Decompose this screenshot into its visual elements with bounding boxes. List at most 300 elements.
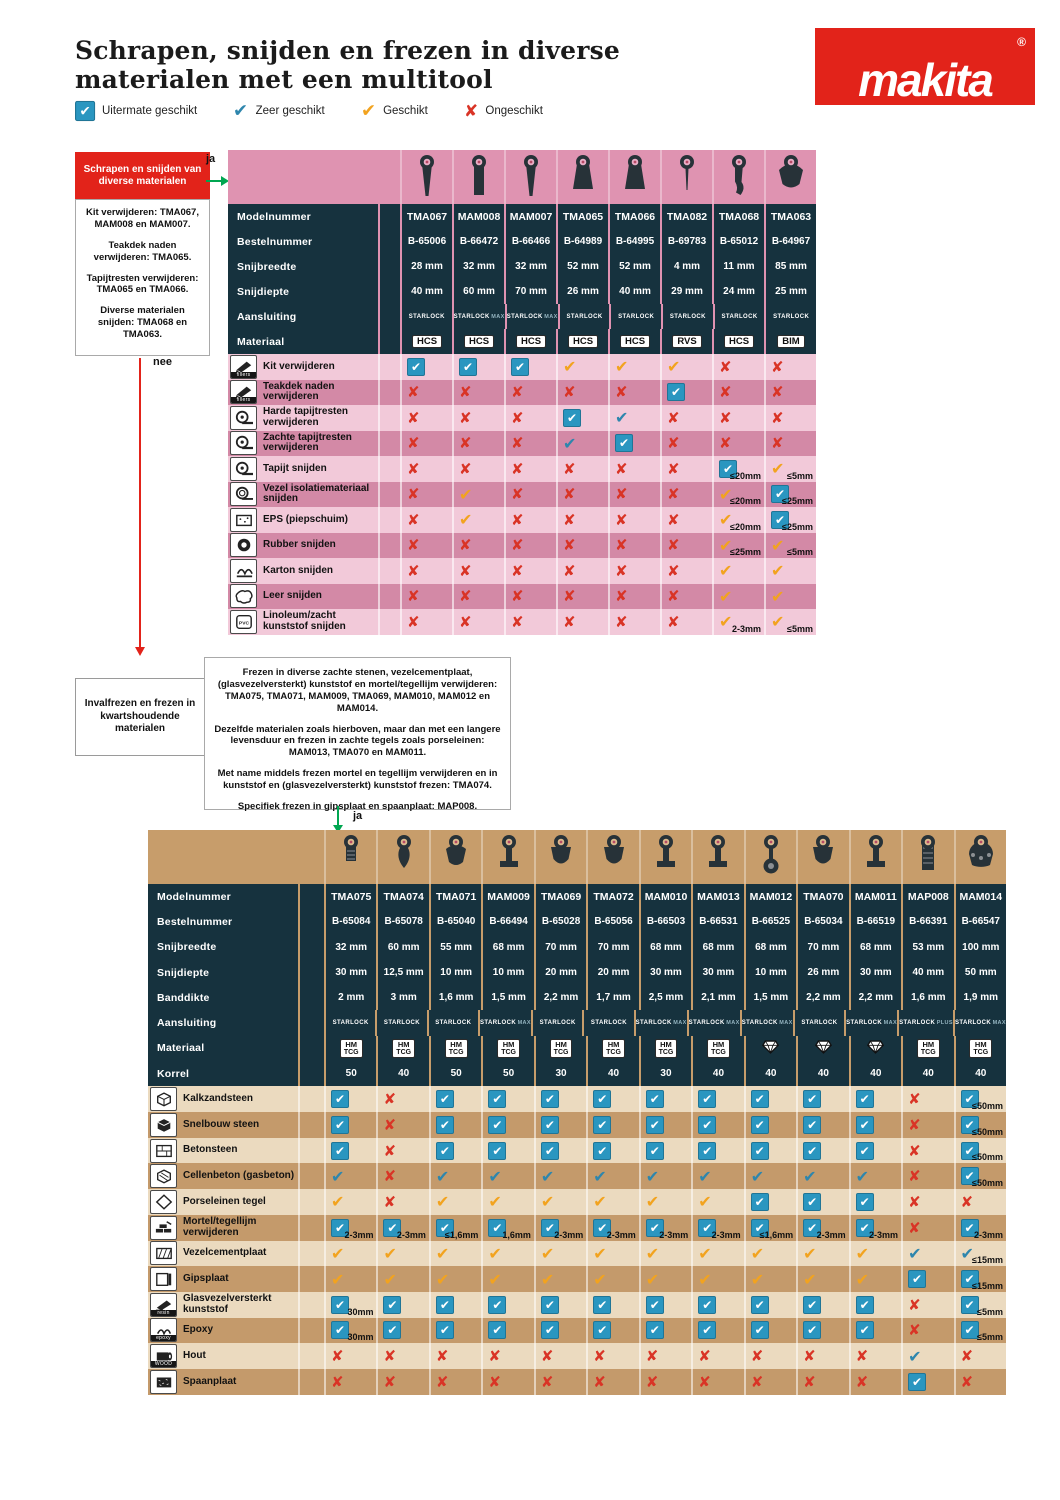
cell-limit-note: 2-3mm: [396, 1229, 426, 1240]
spec-value-depth: 40 mm: [400, 279, 452, 304]
spec-value-order: B-65028: [534, 909, 586, 934]
flow1-note-box: [75, 199, 210, 356]
starlock-suffix: MAX: [489, 313, 505, 320]
spec-label: Bestelnummer: [148, 909, 298, 934]
body-spacer: [378, 456, 400, 482]
spec-value-model: MAP008: [901, 884, 953, 909]
spec-value-material: [400, 329, 452, 354]
material-badge: HCS: [724, 335, 754, 349]
spec-value-band: 1,7 mm: [586, 985, 638, 1010]
suitability-cell-MAM014: [954, 1215, 1006, 1241]
blade-icon-TMA072: [586, 830, 638, 884]
geschikt-check-icon: ✔: [435, 1269, 450, 1289]
zeer-check-icon: ✔: [803, 1166, 817, 1186]
suitability-cell-MAM014: [954, 1112, 1006, 1138]
ongeschikt-cross-icon: ✘: [855, 1372, 869, 1391]
suitability-cell-MAM008: [452, 405, 504, 431]
mortar-icon: [150, 1216, 177, 1240]
suitability-cell-MAM013: [691, 1369, 743, 1395]
starlock-badge: STARLOCK: [618, 313, 655, 320]
geschikt-check-icon: ✔: [750, 1269, 765, 1289]
starlock-badge: STARLOCK MAX: [479, 1020, 531, 1027]
icon-caption: fillers: [231, 397, 256, 403]
ongeschikt-cross-icon: ✘: [771, 357, 784, 376]
suitability-cell-MAM010: [639, 1292, 691, 1318]
spec-label: Bestelnummer: [228, 229, 378, 254]
spec-value-width: 70 mm: [586, 935, 638, 960]
spec-value-mount: [793, 1010, 844, 1035]
geschikt-check-icon: ✔: [667, 357, 681, 377]
suitability-cell-TMA069: [534, 1241, 586, 1267]
uitermate-check-icon: ✔: [593, 1090, 611, 1108]
spec-spacer: [378, 304, 400, 329]
spec-row-depth: [148, 960, 1006, 985]
carpet-roll-icon: [230, 431, 257, 455]
geschikt-check-icon: ✔: [771, 612, 785, 632]
suitability-cell-TMA066: [608, 354, 660, 380]
spec-value-band: 3 mm: [376, 985, 428, 1010]
starlock-badge: STARLOCK: [408, 313, 445, 320]
ongeschikt-cross-icon: ✘: [667, 612, 680, 631]
ongeschikt-cross-icon: ✘: [459, 434, 472, 453]
icon-caption: WOOD: [151, 1361, 176, 1367]
application-row: [228, 405, 816, 431]
suitability-cell-TMA068: [712, 354, 764, 380]
suitability-cell-TMA068: [712, 431, 764, 457]
geschikt-check-icon: ✔: [719, 510, 733, 530]
spec-value-model: TMA072: [586, 884, 638, 909]
suitability-cell-TMA069: [534, 1292, 586, 1318]
application-row: [148, 1189, 1006, 1215]
starlock-badge: STARLOCK: [590, 1020, 628, 1027]
ongeschikt-cross-icon: ✘: [667, 536, 680, 555]
suitability-cell-MAM007: [504, 558, 556, 584]
geschikt-check-icon: ✔: [435, 1243, 450, 1263]
uitermate-check-icon: ✔: [751, 1116, 769, 1134]
suitability-cell-TMA068: [712, 584, 764, 610]
geschikt-check-icon: ✔: [540, 1269, 555, 1289]
spec-value-grit: 50: [429, 1061, 481, 1086]
spec-value-depth: 60 mm: [452, 279, 504, 304]
geschikt-check-icon: ✔: [855, 1269, 870, 1289]
spec-value-grit: 50: [324, 1061, 376, 1086]
suitability-cell-TMA082: [660, 533, 712, 559]
cell-limit-note: ≤1,6mm: [759, 1229, 794, 1240]
makita-wordmark: makita: [858, 54, 992, 106]
starlock-suffix: PLUS: [935, 1020, 953, 1027]
blade-icon-MAM011: [849, 830, 901, 884]
tire-icon: [230, 533, 257, 557]
epoxy-icon: [150, 1318, 177, 1342]
suitability-cell-TMA071: [429, 1343, 481, 1369]
uitermate-check-icon: ✔: [751, 1142, 769, 1160]
spec-value-band: 1,9 mm: [954, 985, 1006, 1010]
blade-icon-TMA074: [376, 830, 428, 884]
suitability-cell-TMA075: [324, 1215, 376, 1241]
suitability-cell-TMA071: [429, 1086, 481, 1112]
suitability-cell-MAM008: [452, 456, 504, 482]
cardboard-icon: [230, 559, 257, 583]
geschikt-check-icon: ✔: [719, 612, 733, 632]
spec-value-material: [534, 1036, 586, 1061]
cell-limit-note: ≤5mm: [787, 623, 813, 634]
application-label: Cellenbeton (gasbeton): [183, 1170, 295, 1182]
suitability-cell-TMA066: [608, 584, 660, 610]
icon-row-spacer: [378, 150, 400, 204]
uitermate-check-icon: ✔: [593, 1296, 611, 1314]
suitability-cell-TMA075: [324, 1343, 376, 1369]
application-row: [228, 558, 816, 584]
application-row: [228, 507, 816, 533]
geschikt-check-icon: ✔: [383, 1269, 397, 1289]
uitermate-check-icon: ✔: [698, 1142, 716, 1160]
uitermate-check-icon: ✔: [698, 1116, 716, 1134]
spec-value-model: MAM009: [481, 884, 533, 909]
spec-spacer: [298, 884, 324, 909]
spec-value-order: B-65078: [376, 909, 428, 934]
suitability-cell-MAM011: [849, 1241, 901, 1267]
suitability-cell-TMA066: [608, 405, 660, 431]
suitability-cell-MAM008: [452, 558, 504, 584]
material-badge: HCS: [620, 335, 650, 349]
geschikt-check-icon: ✔: [331, 1269, 345, 1289]
suitability-cell-MAM013: [691, 1318, 743, 1344]
ongeschikt-cross-icon: ✘: [511, 510, 524, 529]
suitability-cell-TMA082: [660, 507, 712, 533]
spec-value-material: [452, 329, 504, 354]
ongeschikt-cross-icon: ✘: [803, 1372, 816, 1391]
ongeschikt-cross-icon: ✘: [563, 561, 576, 580]
application-label: Teakdek naden verwijderen: [263, 380, 335, 403]
suitability-cell-TMA071: [429, 1215, 481, 1241]
suitability-cell-TMA072: [586, 1292, 638, 1318]
application-row: [148, 1086, 1006, 1112]
suitability-cell-TMA063: [764, 354, 816, 380]
spec-value-grit: 30: [639, 1061, 691, 1086]
drywall-icon: [150, 1267, 177, 1291]
suitability-cell-MAM007: [504, 431, 556, 457]
uitermate-check-icon: ✔: [331, 1090, 349, 1108]
starlock-badge: STARLOCK: [669, 313, 706, 320]
application-label-cell: [228, 533, 378, 559]
spec-value-width: 32 mm: [324, 935, 376, 960]
uitermate-check-icon: ✔: [771, 485, 789, 503]
spec-value-mount: [505, 304, 558, 329]
suitability-cell-TMA074: [376, 1318, 428, 1344]
spec-value-band: 1,6 mm: [901, 985, 953, 1010]
chipboard-icon: [150, 1370, 177, 1394]
cell-limit-note: ≤20mm: [730, 470, 761, 481]
geschikt-check-icon: ✔: [593, 1192, 607, 1212]
spec-spacer: [298, 985, 324, 1010]
suitability-cell-TMA075: [324, 1189, 376, 1215]
starlock-suffix: MAX: [516, 1020, 531, 1027]
spec-value-mount: [427, 1010, 478, 1035]
spec-value-width: 70 mm: [796, 935, 848, 960]
spec-value-depth: 40 mm: [608, 279, 660, 304]
spec-label: Snijdiepte: [148, 960, 298, 985]
ongeschikt-cross-icon: ✘: [615, 612, 628, 631]
suitability-cell-TMA065: [556, 380, 608, 406]
suitability-cell-TMA074: [376, 1138, 428, 1164]
blade-icon-TMA068: [712, 150, 764, 204]
geschikt-check-icon: ✔: [719, 484, 733, 504]
flow1-nee-arrow-icon: [139, 358, 141, 648]
spec-row-grit: [148, 1061, 1006, 1086]
suitability-cell-TMA082: [660, 558, 712, 584]
suitability-cell-TMA066: [608, 609, 660, 635]
ongeschikt-cross-icon: ✘: [383, 1090, 397, 1109]
ongeschikt-cross-icon: ✘: [511, 612, 524, 631]
application-label-cell: [228, 558, 378, 584]
suitability-cell-MAP008: [901, 1266, 953, 1292]
suitability-cell-MAM009: [481, 1241, 533, 1267]
spec-value-band: 2,2 mm: [534, 985, 586, 1010]
suitability-cell-MAM010: [639, 1163, 691, 1189]
spec-value-mount: [452, 304, 505, 329]
ongeschikt-cross-icon: ✘: [908, 1167, 921, 1186]
application-label: Epoxy: [183, 1324, 214, 1336]
suitability-cell-TMA082: [660, 482, 712, 508]
uitermate-check-icon: ✔: [436, 1321, 454, 1339]
application-row: [228, 431, 816, 457]
spec-value-grit: 40: [796, 1061, 848, 1086]
suitability-cell-TMA066: [608, 533, 660, 559]
suitability-cell-TMA069: [534, 1369, 586, 1395]
uitermate-check-icon: ✔: [646, 1321, 664, 1339]
geschikt-check-icon: ✔: [331, 1243, 345, 1263]
starlock-badge: STARLOCK PLUS: [899, 1020, 953, 1027]
uitermate-check-icon: ✔: [698, 1090, 716, 1108]
ongeschikt-cross-icon: ✘: [908, 1115, 921, 1134]
zeer-check-icon: ✔: [435, 1166, 450, 1186]
spec-value-order: B-66472: [452, 229, 504, 254]
ongeschikt-cross-icon: ✘: [407, 510, 420, 529]
legend-label: Zeer geschikt: [255, 104, 325, 117]
suitability-cell-TMA069: [534, 1189, 586, 1215]
suitability-cell-TMA063: [764, 456, 816, 482]
spec-value-model: TMA075: [324, 884, 376, 909]
suitability-legend: [75, 101, 543, 120]
suitability-cell-MAM014: [954, 1292, 1006, 1318]
spec-spacer: [378, 204, 400, 229]
material-badge: HM TCG: [602, 1039, 625, 1058]
cell-limit-note: 2-3mm: [659, 1229, 689, 1240]
zeer-check-icon: ✔: [593, 1166, 607, 1186]
spec-value-material: [712, 329, 764, 354]
application-label-cell: [148, 1189, 298, 1215]
starlock-badge: STARLOCK MAX: [688, 1020, 740, 1027]
spec-value-depth: 26 mm: [796, 960, 848, 985]
uitermate-check-icon: ✔: [541, 1321, 559, 1339]
suitability-cell-TMA074: [376, 1163, 428, 1189]
suitability-cell-MAM012: [744, 1086, 796, 1112]
cell-limit-note: ≤50mm: [972, 1152, 1003, 1163]
spec-value-grit: 40: [744, 1061, 796, 1086]
scraper-icon: [230, 380, 257, 404]
material-badge: HCS: [568, 335, 598, 349]
spec-value-band: 1,5 mm: [744, 985, 796, 1010]
ongeschikt-cross-icon: ✘: [667, 561, 680, 580]
flow1-decision-box: Schrapen en snijden van diverse materialen: [75, 152, 210, 199]
spec-value-material: [796, 1036, 848, 1061]
geschikt-check-icon: ✔: [488, 1243, 502, 1263]
suitability-cell-MAM007: [504, 354, 556, 380]
fiber-cement-icon: [150, 1241, 177, 1265]
spec-value-order: B-65012: [712, 229, 764, 254]
spec-value-mount: [324, 1010, 375, 1035]
ongeschikt-cross-icon: ✘: [511, 434, 524, 453]
suitability-cell-TMA075: [324, 1163, 376, 1189]
spec-value-material: [504, 329, 556, 354]
blade-icon-MAM010: [639, 830, 691, 884]
cell-limit-note: ≤1,6mm: [444, 1229, 479, 1240]
ongeschikt-cross-icon: ✘: [435, 1347, 449, 1366]
suitability-cell-MAM009: [481, 1112, 533, 1138]
ongeschikt-cross-icon: ✘: [563, 587, 576, 606]
spec-value-grit: 30: [534, 1061, 586, 1086]
uitermate-check-icon: ✔: [856, 1193, 874, 1211]
geschikt-check-icon: ✔: [645, 1243, 660, 1263]
ongeschikt-cross-icon: ✘: [407, 587, 420, 606]
suitability-cell-TMA075: [324, 1112, 376, 1138]
uitermate-check-icon: ✔: [331, 1142, 349, 1160]
zeer-check-icon: ✔: [563, 433, 577, 453]
spec-value-width: 68 mm: [481, 935, 533, 960]
flow2-note: Specifiek frezen in gipsplaat en spaanplaat: MAP008.: [237, 800, 478, 812]
spec-value-grit: 40: [901, 1061, 953, 1086]
ongeschikt-cross-icon: ✘: [615, 587, 628, 606]
suitability-cell-TMA066: [608, 456, 660, 482]
uitermate-check-icon: ✔: [331, 1296, 349, 1314]
suitability-cell-MAM008: [452, 584, 504, 610]
spec-value-model: TMA065: [556, 204, 608, 229]
suitability-cell-MAM012: [744, 1266, 796, 1292]
suitability-cell-TMA063: [764, 405, 816, 431]
spec-value-order: B-64967: [764, 229, 816, 254]
suitability-cell-TMA063: [764, 482, 816, 508]
suitability-cell-MAM007: [504, 533, 556, 559]
suitability-cell-TMA072: [586, 1343, 638, 1369]
registered-trademark-icon: ®: [1017, 35, 1026, 49]
icon-caption: resin: [151, 1310, 176, 1316]
legend-label: Geschikt: [383, 104, 428, 117]
material-badge: HM TCG: [445, 1039, 468, 1058]
spec-value-model: MAM007: [504, 204, 556, 229]
spec-value-mount: [531, 1010, 582, 1035]
suitability-cell-TMA071: [429, 1292, 481, 1318]
uitermate-check-icon: ✔: [593, 1321, 611, 1339]
geschikt-check-icon: ✔: [803, 1243, 817, 1263]
material-badge: HM TCG: [340, 1039, 363, 1058]
spec-value-mount: [953, 1010, 1006, 1035]
body-spacer: [298, 1112, 324, 1138]
suitability-cell-MAM011: [849, 1189, 901, 1215]
spec-value-order: B-65040: [429, 909, 481, 934]
body-spacer: [298, 1343, 324, 1369]
zeer-check-icon: ✔: [233, 99, 249, 122]
spec-label: Materiaal: [148, 1036, 298, 1061]
suitability-cell-TMA072: [586, 1163, 638, 1189]
uitermate-check-icon: ✔: [646, 1142, 664, 1160]
carpet-roll-icon: [230, 457, 257, 481]
milling-table: [148, 830, 1006, 1395]
suitability-cell-MAP008: [901, 1292, 953, 1318]
spec-value-model: TMA082: [660, 204, 712, 229]
zeer-check-icon: ✔: [488, 1166, 502, 1186]
spec-label: Aansluiting: [228, 304, 378, 329]
ongeschikt-cross-icon: ✘: [771, 408, 784, 427]
ongeschikt-cross-icon: ✘: [615, 383, 628, 402]
suitability-cell-TMA066: [608, 558, 660, 584]
ongeschikt-cross-icon: ✘: [563, 383, 576, 402]
suitability-cell-TMA070: [796, 1112, 848, 1138]
cell-limit-note: ≤15mm: [972, 1255, 1003, 1266]
spec-value-width: 100 mm: [954, 935, 1006, 960]
suitability-cell-MAM014: [954, 1318, 1006, 1344]
suitability-cell-TMA072: [586, 1215, 638, 1241]
cell-limit-note: ≤5mm: [787, 470, 813, 481]
suitability-cell-MAM010: [639, 1318, 691, 1344]
suitability-cell-MAM011: [849, 1292, 901, 1318]
uitermate-check-icon: ✔: [459, 358, 477, 376]
suitability-cell-MAM008: [452, 609, 504, 635]
flow2-note: Dezelfde materialen zoals hierboven, maar dan met een langere levensduur en frezen in zachte tegels zoals porseleinen: MAM013, TMA070 en MAM011.: [214, 723, 501, 759]
application-label-cell: [228, 609, 378, 635]
application-label-cell: [148, 1138, 298, 1164]
spec-value-width: 55 mm: [429, 935, 481, 960]
spec-value-mount: [661, 304, 713, 329]
starlock-suffix: MAX: [882, 1020, 898, 1027]
icon-caption: fillers: [231, 372, 256, 378]
spec-value-mount: [740, 1010, 793, 1035]
suitability-cell-MAM012: [744, 1369, 796, 1395]
application-label: Porseleinen tegel: [183, 1195, 266, 1207]
ongeschikt-cross-icon: ✘: [908, 1141, 921, 1160]
flow2-ja-arrow-icon: [337, 806, 339, 826]
suitability-cell-MAM014: [954, 1138, 1006, 1164]
spec-row-model: [228, 204, 816, 229]
uitermate-check-icon: ✔: [803, 1090, 821, 1108]
body-spacer: [378, 507, 400, 533]
spec-value-grit: 40: [954, 1061, 1006, 1086]
ongeschikt-cross-icon: ✘: [667, 587, 680, 606]
suitability-cell-MAM014: [954, 1189, 1006, 1215]
uitermate-check-icon: ✔: [751, 1296, 769, 1314]
ongeschikt-cross-icon: ✘: [719, 383, 732, 402]
starlock-badge: STARLOCK: [332, 1020, 369, 1027]
uitermate-check-icon: ✔: [541, 1090, 559, 1108]
suitability-cell-MAM012: [744, 1241, 796, 1267]
uitermate-check-icon: ✔: [751, 1193, 769, 1211]
suitability-cell-MAM007: [504, 609, 556, 635]
spec-value-depth: 26 mm: [556, 279, 608, 304]
body-spacer: [298, 1292, 324, 1318]
uitermate-check-icon: ✔: [803, 1193, 821, 1211]
application-row: [228, 354, 816, 380]
uitermate-check-icon: ✔: [803, 1296, 821, 1314]
spec-row-width: [228, 254, 816, 279]
suitability-cell-TMA074: [376, 1266, 428, 1292]
application-row: [148, 1241, 1006, 1267]
flow2-note: Met name middels frezen mortel en tegellijm verwijderen en in kunststof en (glasvezelversterkt) kunststof frezen: TMA074.: [217, 768, 498, 791]
starlock-badge: STARLOCK MAX: [453, 313, 505, 320]
spec-value-order: B-65006: [400, 229, 452, 254]
suitability-cell-TMA065: [556, 354, 608, 380]
suitability-cell-TMA069: [534, 1266, 586, 1292]
geschikt-check-icon: ✔: [645, 1192, 660, 1212]
suitability-cell-MAM013: [691, 1138, 743, 1164]
